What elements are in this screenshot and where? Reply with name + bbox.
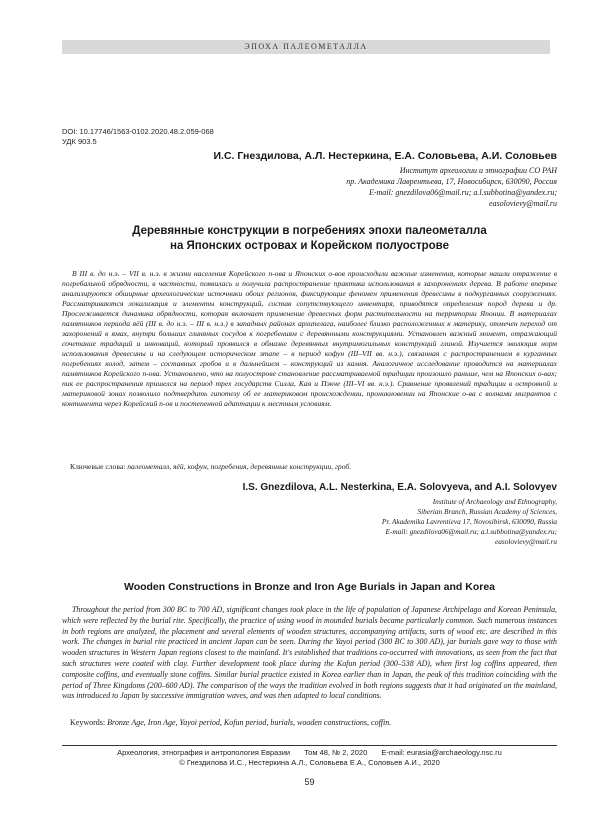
authors-ru: И.С. Гнездилова, А.Л. Нестеркина, Е.А. Соловьева, А.И. Соловьев <box>213 150 557 162</box>
affiliation-ru-line: easolovievy@mail.ru <box>488 199 557 208</box>
title-ru-line-1: Деревянные конструкции в погребениях эпохи палеометалла <box>132 225 487 237</box>
keywords-en-label: Keywords: <box>70 718 106 727</box>
running-header: ЭПОХА ПАЛЕОМЕТАЛЛА <box>62 40 550 54</box>
keywords-ru <box>70 462 550 471</box>
keywords-en <box>70 718 550 727</box>
footer-volume: Том 48, № 2, 2020 <box>304 748 368 757</box>
page-number: 59 <box>304 777 315 787</box>
footer-copyright: © Гнездилова И.С., Нестеркина А.Л., Соловьева Е.А., Соловьев А.И., 2020 <box>179 758 440 767</box>
footer-journal: Археология, этнография и антропология Евразии <box>117 748 291 757</box>
footer-divider <box>62 745 557 746</box>
affiliation-ru-line: пр. Академика Лаврентьева, 17, Новосибирск, 630090, Россия <box>346 177 557 186</box>
udk: УДК 903.5 <box>62 137 97 146</box>
affiliation-en-line: E-mail: gnezdilova06@mail.ru; a.l.subbotina@yandex.ru; <box>385 527 557 536</box>
abstract-en: Throughout the period from 300 BC to 700 AD, significant changes took place in the life of population of Japanese Archipelago and Korean Peninsula, which were reflected by the burial rite. Specifically, the practice of using wood in mounded burials became particularly common. Such numerous instances in both regions are analyzed, the placement and several elements of wooden structures, accompanying artifacts, sorts of wood etc. are described in this work. The changes in burial rite practiced in ancient Japan can be seen. During the Yayoi period (300 BC to 300 AD), jar burials gave way to those with wooden structures in Western Japan regions closest to the mainland. It's established that traditions co-occurred with innovations, as seen from the fact that such structures were coated with clay. Further development took place during the Kofun period (300–538 AD), when first log coffins appeared, then composite coffins, and eventually stone coffins. Similar burial practice existed in Korea earlier than in Japan, the peak of this tradition coinciding with the period of Three Kingdoms (200–600 AD). The comparison of the ways the tradition evolved in both regions suggests that it had originated on the mainland, was introduced to Japan by successive immigration waves, and was then adapted to local conditions. <box>62 605 557 701</box>
abstract-ru: В III в. до н.э. – VII в. н.э. в жизни населения Корейского п-ова и Японских о-вов происходили важные изменения, которые нашли отражение в погребальной обрядности, в частности, появилась и получила распространение практика использования в захоронениях дерева. В работе впервые анализируются обширные археологические источники обоих регионов, фиксирующие феномен применения древесины в подкурганных сооружениях. Рассматриваются локализация и элементы конструкций, состав сопутствующего инвентаря, приводятся определения пород дерева и др. Прослеживается динамика обрядности, которая включает применение древесных форм растительности на территории Японии. В материалах памятников периода яёй (III в. до н.э. – III в. н.э.) в западных районах архипелага, наиболее близко расположенных к материку, отмечен переход от захоронений в ямах, внутри больших глиняных сосудов к погребениям с деревянными конструкциями. Установлен важный момент, отражающий сочетание традиций и инноваций, который проявился в обмазке деревянных внутримогильных конструкций глиной. Изучается эволюция норм использования древесины и на следующем историческом этапе – в период кофун (III–VII вв. н.э.), связанная с распространением в курганных погребениях колод, затем – составных гробов и в дальнейшем – конструкций из камня. Аналогичное исследование проводится на материалах памятников Корейского п-ова. Установлено, что на полуострове становление рассматриваемой традиции произошло раньше, чем на Японских о-вах; пик ее распространения пришелся на период трех государств Силла, Кая и Пэкче (III–VI вв. н.э.). Сравнение проявлений традиции в островной и материковой зонах позволило подтвердить гипотезу об ее материковом происхождении, проникновении на Японские о-ва с волнами мигрантов с континента через Корейский п-ов и постепенной адаптации к местным условиям. <box>62 269 557 408</box>
authors-en: I.S. Gnezdilova, A.L. Nesterkina, E.A. Solovyeva, and A.I. Solovyev <box>242 482 557 493</box>
footer-journal-line <box>62 748 557 757</box>
title-en: Wooden Constructions in Bronze and Iron Age Burials in Japan and Korea <box>123 581 496 593</box>
title-ru-line-2: на Японских островах и Корейском полуострове <box>170 240 449 252</box>
affiliation-en-line: easolovievy@mail.ru <box>494 537 557 546</box>
affiliation-ru-line: E-mail: gnezdilova06@mail.ru; a.l.subbotina@yandex.ru; <box>368 188 557 197</box>
doi: DOI: 10.17746/1563-0102.2020.48.2.059-068 <box>62 127 214 136</box>
keywords-ru-value: палеометалл, яёй, кофун, погребения, деревянные конструкции, гроб. <box>127 462 352 471</box>
keywords-ru-label: Ключевые слова: <box>70 462 126 471</box>
footer-email: E-mail: eurasia@archaeology.nsc.ru <box>381 748 502 757</box>
affiliation-en-line: Siberian Branch, Russian Academy of Sciences, <box>417 507 557 516</box>
affiliation-en-line: Institute of Archaeology and Ethnography, <box>432 497 557 506</box>
keywords-en-value: Bronze Age, Iron Age, Yayoi period, Kofun period, burials, wooden constructions, coffin. <box>107 718 392 727</box>
affiliation-ru-line: Институт археологии и этнографии СО РАН <box>399 166 557 175</box>
affiliation-en-line: Pr. Akademika Lavrentieva 17, Novosibirsk, 630090, Russia <box>381 517 557 526</box>
